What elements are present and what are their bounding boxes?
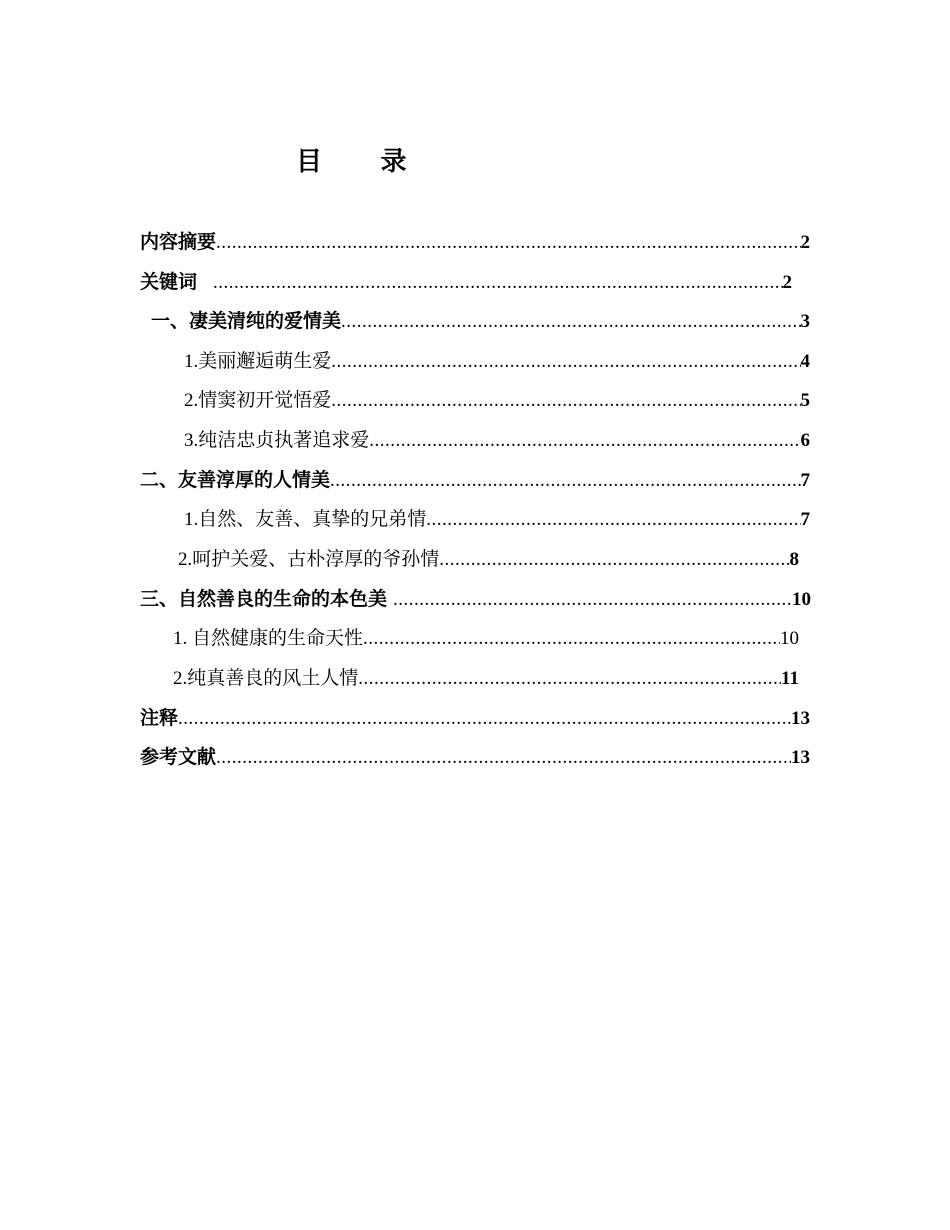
toc-entry-label: 一、凄美清纯的爱情美 <box>151 311 342 332</box>
toc-entry-label: 参考文献 <box>140 747 217 768</box>
dot-leader <box>358 664 781 694</box>
toc-entry <box>184 386 810 416</box>
dot-leader <box>178 704 791 734</box>
toc-entry <box>184 347 810 377</box>
toc-entry <box>173 664 799 694</box>
dot-leader <box>330 466 800 496</box>
toc-entry <box>140 704 810 734</box>
dot-leader <box>216 228 800 258</box>
dot-leader <box>393 585 792 615</box>
toc-entry-page: 2 <box>782 272 792 293</box>
dot-leader <box>213 268 782 298</box>
toc-entry-page: 10 <box>792 589 811 610</box>
toc-entry-page: 3 <box>800 311 810 332</box>
toc-entry <box>173 624 799 654</box>
toc-entry-page: 7 <box>800 470 810 491</box>
toc-entry <box>178 545 799 575</box>
toc-entry-label: 1.美丽邂逅萌生爱 <box>184 351 332 372</box>
dot-leader <box>439 545 789 575</box>
toc-entry <box>151 307 810 337</box>
toc-entry-label: 2.情窦初开觉悟爱 <box>184 390 332 411</box>
toc-entry-page: 6 <box>800 430 810 451</box>
toc-entry-page: 10 <box>780 628 799 649</box>
toc-entry-page: 7 <box>800 509 810 530</box>
dot-leader <box>341 307 800 337</box>
dot-leader <box>426 505 800 535</box>
toc-entry <box>140 585 811 615</box>
toc-entry-label: 注释 <box>140 708 179 729</box>
toc-entry-page: 4 <box>800 351 810 372</box>
dot-leader <box>369 426 800 456</box>
toc-entry-label: 2.纯真善良的风土人情 <box>173 668 359 689</box>
dot-leader <box>331 386 800 416</box>
toc-entry-page: 11 <box>781 668 799 689</box>
toc-entry-label: 关键词 <box>140 272 198 293</box>
toc-entry-page: 5 <box>800 390 810 411</box>
toc-entry-label: 内容摘要 <box>140 232 217 253</box>
toc-entry <box>140 466 810 496</box>
toc-entry-label: 3.纯洁忠贞执著追求爱 <box>184 430 370 451</box>
toc-entry <box>140 743 810 773</box>
toc-entry-page: 13 <box>791 708 810 729</box>
toc-entry-page: 13 <box>791 747 810 768</box>
toc-entry <box>184 426 810 456</box>
toc-entry-label: 二、友善淳厚的人情美 <box>140 470 331 491</box>
toc-entry-page: 2 <box>800 232 810 253</box>
toc-entry <box>140 268 792 298</box>
dot-leader <box>331 347 800 377</box>
toc-entry <box>184 505 810 535</box>
toc-entry-label: 三、自然善良的生命的本色美 <box>140 589 388 610</box>
toc-entry-page: 8 <box>789 549 799 570</box>
toc-entry <box>140 228 810 258</box>
toc-entry-label: 1.自然、友善、真挚的兄弟情 <box>184 509 427 530</box>
toc-title: 目 录 <box>296 147 433 176</box>
dot-leader <box>216 743 791 773</box>
toc-entry-label: 1. 自然健康的生命天性 <box>173 628 364 649</box>
dot-leader <box>363 624 780 654</box>
toc-entry-label: 2.呵护关爱、古朴淳厚的爷孙情 <box>178 549 440 570</box>
